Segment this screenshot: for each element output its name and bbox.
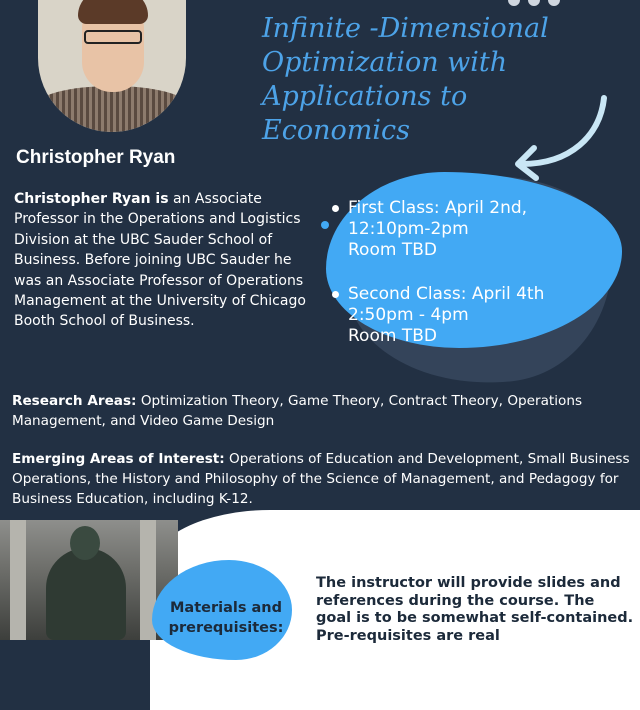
class-item-first [332, 198, 527, 261]
bullet [332, 291, 339, 298]
instructor-bio [14, 189, 314, 332]
research-areas [12, 391, 636, 431]
interest-text: Operations of Education and Development, Small Business Operations, the History and Philosophy of the Science of Management, and Pedagogy for Business Education, including K-12. [12, 451, 630, 507]
class-date: Second Class: April 4th [348, 284, 545, 304]
instructor-photo [38, 0, 186, 132]
research-label: Research Areas: [12, 393, 137, 409]
class-time: 12:10pm-2pm [348, 219, 469, 239]
curved-arrow-icon [500, 86, 640, 186]
instructor-name: Christopher Ryan [16, 147, 176, 168]
class-item-second [332, 284, 544, 347]
research-text: Optimization Theory, Game Theory, Contract Theory, Operations Management, and Video Game Design [12, 393, 583, 429]
materials-text: The instructor will provide slides and references during the course. The goal is to be somewhat self-contained. Pre-requisites are real [316, 575, 634, 644]
materials-label: Materials and prerequisites: [168, 600, 284, 636]
class-room: Room TBD [348, 326, 437, 346]
interest-label: Emerging Areas of Interest: [12, 451, 225, 467]
bio-lead: Christopher Ryan is [14, 191, 169, 207]
bullet [332, 205, 339, 212]
class-room: Room TBD [348, 240, 437, 260]
course-title: Infinite -Dimensional Optimization with Applications to Economics [262, 13, 549, 146]
decorative-dots [508, 0, 560, 6]
class-time: 2:50pm - 4pm [348, 305, 469, 325]
bio-text: an Associate Professor in the Operations and Logistics Division at the UBC Sauder School of Business. Before joining UBC Sauder he was an Associate Professor of Operations Management at the University of Chicago Booth School of Business. [14, 191, 306, 330]
emerging-interests [12, 449, 636, 509]
class-date: First Class: April 2nd, [348, 198, 528, 218]
